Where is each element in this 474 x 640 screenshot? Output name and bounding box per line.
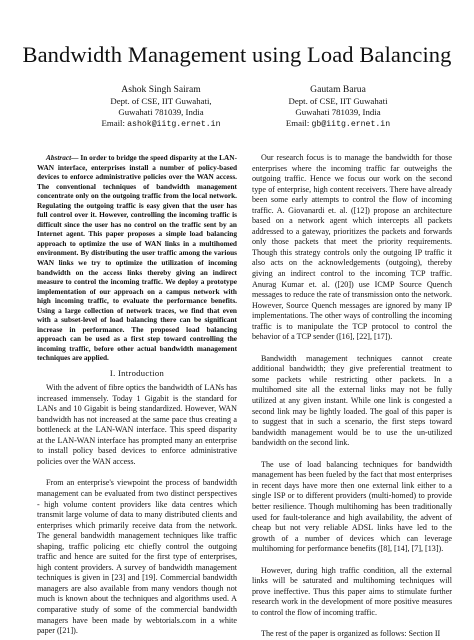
body-paragraph: However, during high traffic condition, all the external links will be saturated and multihoming techniques will prove ineffective. Thus this paper aims to stimulate further research work in the development of more positive measures to control the flow of incoming traffic. bbox=[252, 565, 452, 617]
author-email-line bbox=[248, 118, 428, 130]
author-email: gb@iitg.ernet.in bbox=[311, 120, 391, 129]
body-paragraph: The use of load balancing techniques for bandwidth management has been fueled by the fact that most enterprises in recent days have more then one external link either to a single ISP or to different providers (multi-homed) to provide better resilience. Though multihoming has been traditionally used for fault-tolerance and high availability, the advent of cheap but not very reliable ADSL links have led to the growth of a number of devices which can leverage multihoming for performance benefits ([8], [14], [7], [13]). bbox=[252, 459, 452, 554]
body-paragraph: Bandwidth management techniques cannot create additional bandwidth; they give preferential treatment to some packets while restricting other packets. In a multihomed site all the external links may not be fully utilized at any given instant. While one link is congested a second link may be lightly loaded. The goal of this paper is to suggest that in such a scenario, the first steps toward bandwidth management would be to use the un-utilized bandwidth on the second link. bbox=[252, 353, 452, 448]
author-city: Guwahati 781039, India bbox=[118, 107, 204, 117]
body-paragraph: With the advent of fibre optics the bandwidth of LANs has increased immensely. Today 1 Gigabit is the standard for LANs and 10 Gigabit is being standardized. However, WAN bandwidth has not increased at the same pace thus creating a bottleneck at the LAN-WAN interface. This speed disparity at the LAN-WAN interface has prompted many an enterprise to install policy based devices to enforce administrative policies over the WAN access. bbox=[37, 383, 237, 466]
paper-title: Bandwidth Management using Load Balancing bbox=[22, 42, 452, 67]
author-dept: Dept. of CSE, IIT Guwahati, bbox=[110, 96, 212, 106]
right-column bbox=[252, 153, 452, 640]
author-email-line bbox=[71, 118, 251, 130]
email-label: Email: bbox=[285, 118, 310, 128]
author-name: Ashok Singh Sairam bbox=[121, 84, 201, 95]
left-column bbox=[37, 153, 237, 637]
abstract-label: Abstract bbox=[46, 153, 72, 162]
body-paragraph: From an enterprise's viewpoint the process of bandwidth management can be evaluated from two distinct perspectives - high volume content providers like data centres which transmit large volume of data to many distributed clients and enterprises which primarily receive data from the network. The general bandwidth management techniques like traffic shaping, traffic policing etc chiefly control the outgoing traffic and hence are suited for the first type of enterprises, high content providers. A survey of bandwidth management techniques is given in [23] and [19]. Commercial bandwidth managers are also available from many vendors though not much is known about the techniques and algorithms used. A comparative study of some of the commercial bandwidth managers have been made by webtorials.com in a white paper ([21]). bbox=[37, 478, 237, 636]
abstract-text: — In order to bridge the speed disparity at the LAN-WAN interface, enterprises install a number of policy-based devices to enforce administrative policies over the WAN access. The conventional techniques of bandwidth management concentrate only on the outgoing traffic from the local network. Regulating the outgoing traffic is easy given that the user has full control over it. However, controlling the incoming traffic is difficult since the user has no control on the traffic sent by an Internet agent. This paper proposes a simple load balancing approach to optimize the use of WAN links in a multihomed environment. By distributing the user traffic among the various WAN links we try to optimize the utilization of incoming bandwidth on the access links thereby giving an indirect measure to control the incoming traffic. We deploy a prototype implementation of our approach on a campus network with high incoming traffic, to evaluate the performance benefits. Using a large collection of network traces, we find that even with a subset-level of load balancing there can be significant increase in performance. The proposed load balancing approach can be used as a first step toward controlling the incoming traffic, before other actual bandwidth management techniques are applied. bbox=[37, 153, 237, 363]
author-dept: Dept. of CSE, IIT Guwahati bbox=[288, 96, 388, 106]
author-city: Guwahati 781039, India bbox=[295, 107, 381, 117]
author-email: ashok@iitg.ernet.in bbox=[127, 120, 221, 129]
author-block-1 bbox=[71, 84, 251, 130]
section-heading: I. Introduction bbox=[109, 368, 165, 379]
author-block-2 bbox=[248, 84, 428, 130]
body-paragraph: The rest of the paper is organized as follows: Section II bbox=[261, 629, 441, 639]
body-paragraph: Our research focus is to manage the bandwidth for those enterprises where the incoming traffic far outweighs the outgoing traffic. Hence we focus our work on the second type of enterprise, high content receivers. There have already been some early attempts to control the flow of incoming traffic. A. Giovanardi et. al. ([12]) propose an architecture based on a network agent which intercepts all packets addressed to a gateway, prioritizes the packets and forwards only those packets that meet the priority requirements. Though this strategy controls only the outgoing IP traffic it also acts on the acknowledgements (outgoing), thereby giving an indirect control to the incoming TCP traffic. Anurag Kumar et. al. ([20]) use ICMP Source Quench messages to reduce the rate of transmission onto the network. However, Source Quench messages are ignored by many IP implementations. The other ways of controlling the incoming traffic is to manipulate the TCP protocol to control the behavior of a TCP sender ([16], [22], [17]). bbox=[252, 153, 452, 342]
email-label: Email: bbox=[101, 118, 125, 128]
abstract bbox=[37, 153, 237, 363]
author-name: Gautam Barua bbox=[310, 84, 366, 95]
